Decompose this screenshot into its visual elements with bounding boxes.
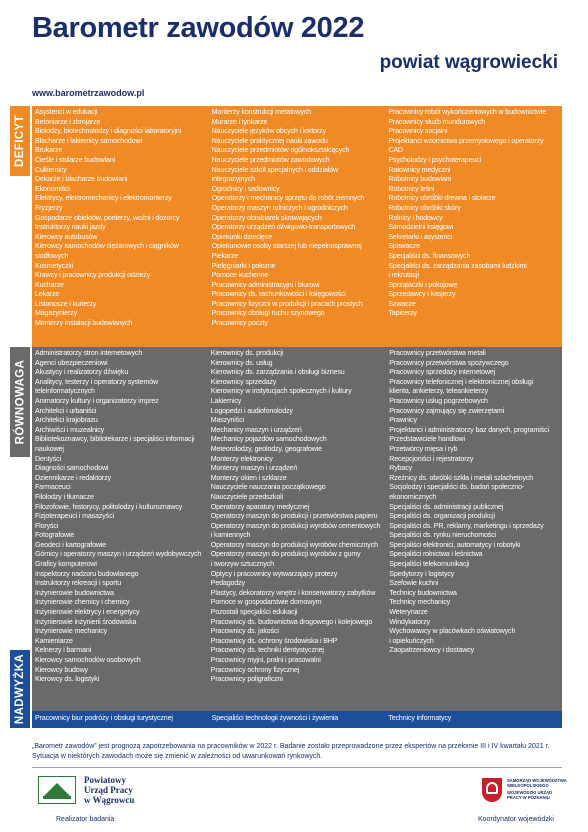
occupation-item: Pracownicy ds. techniki dentystycznej	[210, 646, 324, 655]
occupation-item: Przetwórcy mięsa i ryb	[389, 444, 458, 453]
occupation-item: Pracownicy fizyczni w produkcji i pracach prostych	[211, 299, 363, 308]
rownowaga-tab	[10, 347, 30, 457]
rownowaga-column-3	[386, 347, 562, 711]
rownowaga-section	[32, 347, 562, 711]
occupation-item: Monterzy konstrukcji metalowych	[211, 108, 312, 116]
occupation-item: Kierowcy samochodów osobowych	[35, 656, 141, 664]
koordynator-caption: Koordynator wojewódzki	[478, 816, 554, 823]
wup-logo-line-1: SAMORZĄD WOJEWÓDZTWA WIELKOPOLSKIEGO	[507, 778, 567, 788]
occupation-item: Operatorzy aparatury medycznej	[210, 502, 310, 511]
occupation-item: Optycy i pracownicy wytwarzający protezy	[210, 569, 338, 578]
wup-logo-line-2: WOJEWÓDZKI URZĄD PRACY W POZNANIU	[507, 790, 553, 800]
occupation-item: Pracownicy poczty	[211, 319, 268, 328]
occupation-item: Szefowie kuchni	[389, 579, 439, 588]
occupation-item: Zaopatrzeniowcy i dostawcy	[389, 646, 475, 655]
occupation-item: Specjaliści ds. organizacji produkcji	[389, 512, 495, 521]
occupation-item: Cukiernicy	[35, 165, 67, 174]
occupation-item: Pracownicy służb mundurowych	[388, 117, 486, 126]
occupation-item: Spedytorzy i logistycy	[389, 569, 455, 578]
occupation-item: Nauczyciele przedmiotów ogólnokształcących	[211, 146, 350, 155]
occupation-item: integracyjnych	[211, 175, 255, 184]
occupation-item: Weterynarze	[389, 608, 428, 617]
occupation-item: siodłowych	[35, 251, 69, 260]
occupation-item: Cieśle i stolarze budowlani	[35, 155, 115, 164]
occupation-item: Inżynierowie mechanicy	[35, 627, 108, 636]
occupation-item: Wychowawcy w placówkach oświatowych	[389, 627, 516, 636]
occupation-item: Sekretarki i asystenci	[388, 232, 453, 241]
deficyt-tab	[10, 106, 30, 176]
occupation-item: Architekci i urbaniści	[35, 406, 97, 415]
occupation-item: Fizjoterapeuci i masażyści	[35, 512, 114, 521]
occupation-item: Krawcy i pracownicy produkcji odzieży	[35, 271, 151, 280]
occupation-item: Instruktorzy nauki jazdy	[35, 223, 106, 232]
nadwyzka-column-1	[32, 711, 209, 728]
occupation-item: i kamiennych	[210, 531, 251, 540]
occupation-item: Akustycy i realizatorzy dźwięku	[35, 368, 129, 377]
occupation-item: Specjaliści telekomunikacji	[389, 560, 470, 569]
occupation-item: Pracownicy ds. ochrony środowiska i BHP	[210, 636, 338, 645]
occupation-item: Kosmetyczki	[35, 261, 74, 270]
occupation-item: Technicy budownictwa	[389, 588, 457, 597]
occupation-item: Kierownicy ds. zarządzania i obsługi biznesu	[210, 368, 345, 377]
occupation-item: Kelnerzy i barmani	[35, 646, 92, 655]
occupation-item: Rzeźnicy ds. obróbki szkła i metali szlachetnych	[389, 473, 534, 482]
occupation-item: Recepcjoniści i rejestratorzy	[389, 454, 474, 463]
occupation-item: Technicy informatycy	[388, 714, 452, 722]
occupation-item: Pracownicy socjalni	[388, 127, 448, 136]
deficyt-section	[32, 106, 562, 347]
occupation-item: Tapicerzy	[388, 309, 417, 318]
occupation-item: Kierowcy budowy	[35, 665, 88, 674]
occupation-item: Mechanicy pojazdów samochodowych	[210, 435, 327, 444]
occupation-item: Specjaliści technologii żywności i żywienia	[211, 714, 339, 722]
deficyt-column-3	[385, 106, 562, 347]
occupation-item: Operatorzy maszyn do produkcji wyrobów cementowych	[210, 521, 381, 530]
nadwyzka-tab	[10, 650, 30, 728]
occupation-item: Fotografowie	[35, 531, 75, 540]
occupation-item: Monterzy instalacji budowlanych	[35, 319, 133, 328]
occupation-item: Nauczyciele szkół specjalnych i oddziałów	[211, 165, 338, 174]
occupation-item: Biolodzy, biotechnolodzy i diagności laboratoryjni	[35, 127, 182, 136]
website-link[interactable]: www.barometrzawodow.pl	[32, 88, 145, 98]
rownowaga-column-1	[32, 347, 208, 711]
occupation-item: Murarze i tynkarze	[211, 117, 268, 126]
occupation-item: Mechanicy maszyn i urządzeń	[210, 425, 302, 434]
nadwyzka-label: NADWYŻKA	[14, 653, 26, 725]
occupation-item: Filolodzy i tłumacze	[35, 492, 94, 501]
deficyt-label: DEFICYT	[14, 115, 26, 167]
deficyt-column-2	[209, 106, 386, 347]
occupation-item: Psycholodzy i psychoterapeuci	[388, 155, 481, 164]
occupation-item: Inżynierowie inżynierii środowiska	[35, 617, 137, 626]
occupation-item: Gospodarze obiektów, portierzy, woźni i dozorcy	[35, 213, 180, 222]
occupation-item: Operatorzy maszyn do produkcji i przetwórstwa papieru	[210, 512, 378, 521]
occupation-item: Pracownicy ds. budownictwa drogowego i kolejowego	[210, 617, 373, 626]
occupation-item: Asystenci w edukacji	[35, 108, 98, 116]
occupation-item: Brukarze	[35, 146, 63, 155]
occupation-item: Specjaliści ds. finansowych	[388, 251, 471, 260]
rownowaga-label: RÓWNOWAGA	[14, 359, 27, 445]
occupation-item: Nauczyciele przedszkoli	[210, 492, 283, 501]
occupation-item: CAD	[388, 146, 403, 155]
occupation-item: Przedstawiciele handlowi	[389, 435, 465, 444]
occupation-item: Specjaliści ds. administracji publicznej	[389, 502, 504, 511]
occupation-item: Magazynierzy	[35, 309, 77, 318]
occupation-item: Pracownicy telefonicznej i elektronicznej obsługi	[389, 377, 533, 386]
wup-poznan-logo	[482, 778, 567, 802]
occupation-item: Sprzątaczki i pokojowe	[388, 280, 458, 289]
occupation-item: Nauczyciele praktycznej nauki zawodu	[211, 136, 328, 145]
occupation-item: Elektrycy, elektromechanicy i elektromonterzy	[35, 194, 172, 203]
occupation-item: Pracownicy poligraficzni	[210, 675, 283, 684]
pup-logo-line-2: Urząd Pracy	[84, 785, 133, 795]
occupation-item: Ekonomiści	[35, 184, 70, 193]
occupation-item: Pracownicy usług pogrzebowych	[389, 396, 488, 405]
occupation-item: Listonosze i kurierzy	[35, 299, 97, 308]
occupation-item: Dentyści	[35, 454, 62, 463]
occupation-item: Bibliotekoznawcy, bibliotekarze i specjaliści informacji	[35, 435, 195, 444]
occupation-item: Archiwiści i muzealnicy	[35, 425, 105, 434]
occupation-item: Robotnicy obróbki drewna i stolarze	[388, 194, 496, 203]
occupation-item: Animatorzy kultury i organizatorzy imprez	[35, 396, 159, 405]
occupation-item: Logopedzi i audiofonolodzy	[210, 406, 293, 415]
occupation-item: Monterzy okien i szklarze	[210, 473, 287, 482]
pup-logo-text	[84, 775, 134, 805]
pup-logo-line-3: w Wągrowcu	[84, 795, 135, 805]
occupation-item: Specjaliści ds. zarządzania zasobami ludzkimi	[388, 261, 527, 270]
occupation-item: Instruktorzy rekreacji i sportu	[35, 579, 122, 588]
occupation-item: Pracownicy biur podróży i obsługi turystycznej	[35, 714, 173, 722]
occupation-item: Pozostali specjaliści edukacji	[210, 608, 298, 617]
occupation-item: Piekarze	[211, 251, 239, 260]
occupation-item: Robotnicy budowlani	[388, 175, 451, 184]
wup-logo-text	[507, 778, 567, 800]
occupation-item: Górnicy i operatorzy maszyn i urządzeń wydobywczych	[35, 550, 202, 559]
page-title: Barometr zawodów 2022	[32, 12, 365, 44]
occupation-item: Nauczyciele języków obcych i lektorzy	[211, 127, 326, 136]
pup-wagrowiec-logo	[38, 775, 134, 805]
crest-icon	[482, 778, 502, 802]
occupation-item: i opiekuńczych	[389, 636, 434, 645]
occupation-item: Inżynierowie elektrycy i energetycy	[35, 608, 140, 617]
occupation-item: i tworzyw sztucznych	[210, 560, 274, 569]
occupation-item: i rekrutacji	[388, 271, 419, 280]
occupation-item: Rolnicy i hodowcy	[388, 213, 443, 222]
occupation-item: Operatorzy i mechanicy sprzętu do robót ziemnych	[211, 194, 365, 203]
occupation-item: Pracownicy robót wykończeniowych w budownictwie	[388, 108, 547, 116]
realizator-caption: Realizator badania	[56, 816, 115, 823]
occupation-item: Betoniarze i zbrojarze	[35, 117, 101, 126]
occupation-item: Windykatorzy	[389, 617, 431, 626]
page-subtitle: powiat wągrowiecki	[379, 52, 558, 73]
rownowaga-column-2	[208, 347, 387, 711]
occupation-item: Analitycy, testerzy i operatorzy systemów	[35, 377, 159, 386]
occupation-item: naukowej	[35, 444, 64, 453]
occupation-item: Pracownicy ds. jakości	[210, 627, 279, 636]
occupation-item: Ogrodnicy i sadownicy	[211, 184, 280, 193]
occupation-item: Samodzielni księgowi	[388, 223, 454, 232]
occupation-item: Pracownicy obsługi ruchu szynowego	[211, 309, 325, 318]
occupation-item: Operatorzy obrabiarek skrawających	[211, 213, 322, 222]
occupation-item: Szwacze	[388, 299, 416, 308]
occupation-item: Specjaliści elektronici, automatycy i robotyki	[389, 540, 521, 549]
occupation-item: Kucharze	[35, 280, 64, 289]
occupation-item: Pracownicy ds. rachunkowości i księgowości	[211, 290, 346, 299]
occupation-item: Pracownicy sprzedaży internetowej	[389, 368, 496, 377]
occupation-item: Robotnicy leśni	[388, 184, 435, 193]
occupation-item: Kierowcy autobusów	[35, 232, 98, 241]
occupation-item: Pielęgniarki i położne	[211, 261, 276, 270]
occupation-item: Diagności samochodowi	[35, 464, 109, 473]
occupation-item: Fryzjerzy	[35, 203, 63, 212]
occupation-item: Opiekunki dziecięce	[211, 232, 272, 241]
occupation-item: Ratownicy medyczni	[388, 165, 451, 174]
occupation-item: Pracownicy ochrony fizycznej	[210, 665, 300, 674]
occupation-item: Kierownicy ds. usług	[210, 358, 273, 367]
occupation-item: Monterzy elektronicy	[210, 454, 273, 463]
footnote	[32, 742, 562, 762]
occupation-item: ekonomicznych	[389, 492, 437, 501]
occupation-item: Specjaliści rolnictwa i leśnictwa	[389, 550, 483, 559]
occupation-item: Blacharze i lakiernicy samochodowi	[35, 136, 142, 145]
occupation-item: Farmaceuci	[35, 483, 71, 492]
nadwyzka-section	[32, 711, 562, 728]
occupation-item: Pracownicy administracyjni i biurowi	[211, 280, 320, 289]
occupation-item: Nauczyciele nauczania początkowego	[210, 483, 326, 492]
occupation-item: Specjaliści ds. rynku nieruchomości	[389, 531, 496, 540]
occupation-item: Inżynierowie chemicy i chemicy	[35, 598, 130, 607]
occupation-item: Pomoce w gospodarstwie domowym	[210, 598, 322, 607]
occupation-item: Meteorolodzy, geolodzy, geografowie	[210, 444, 322, 453]
occupation-item: Projektanci i administratorzy baz danych, programiści	[389, 425, 549, 434]
occupation-item: Operatorzy maszyn do produkcji wyrobów chemicznych	[210, 540, 378, 549]
occupation-item: Maszyniści	[210, 416, 244, 425]
occupation-item: Kierownicy sprzedaży	[210, 377, 277, 386]
occupation-item: Robotnicy obróbki skóry	[388, 203, 461, 212]
occupation-item: Dziennikarze i redaktorzy	[35, 473, 111, 482]
occupation-item: Agenci ubezpieczeniowi	[35, 358, 108, 367]
occupation-item: Pracownicy myjni, pralni i prasowalni	[210, 656, 321, 664]
occupation-item: Prawnicy	[389, 416, 417, 425]
deficyt-column-1	[32, 106, 209, 347]
occupation-item: Pracownicy przetwórstwa spożywczego	[389, 358, 509, 367]
pup-logo-icon	[38, 776, 76, 804]
occupation-item: Pracownicy przetwórstwa metali	[389, 349, 486, 357]
occupation-item: Technicy mechanicy	[389, 598, 451, 607]
occupation-item: Operatorzy urządzeń dźwigowo-transportowych	[211, 223, 356, 232]
occupation-item: Plastycy, dekoratorzy wnętrz i konserwatorzy zabytków	[210, 588, 376, 597]
occupation-item: Pedagodzy	[210, 579, 245, 588]
occupation-item: Spawacze	[388, 242, 420, 251]
occupation-item: Opiekunowie osoby starszej lub niepełnosprawnej	[211, 242, 362, 251]
occupation-item: Lekarze	[35, 290, 60, 299]
occupation-item: Projektanci wzornictwa przemysłowego i operatorzy	[388, 136, 544, 145]
occupation-item: Floryści	[35, 521, 59, 530]
occupation-item: Graficy komputerowi	[35, 560, 97, 569]
occupation-item: Kierowcy ds. logistyki	[35, 675, 100, 684]
pup-logo-line-1: Powiatowy	[84, 775, 126, 785]
occupation-item: Socjolodzy i specjaliści ds. badań społeczno-	[389, 483, 525, 492]
occupation-item: Lakiernicy	[210, 396, 242, 405]
occupation-item: Monterzy maszyn i urządzeń	[210, 464, 298, 473]
occupation-item: Sprzedawcy i kasjerzy	[388, 290, 456, 299]
occupation-item: klienta, ankieterzy, teleankieterzy	[389, 387, 488, 396]
occupation-item: Specjaliści ds. PR, reklamy, marketingu i sprzedaży	[389, 521, 544, 530]
occupation-item: Pomoce kuchenne	[211, 271, 269, 280]
footnote-line-1: „Barometr zawodów” jest prognozą zapotrzebowania na pracowników w 2022 r. Badanie zostało przeprowadzone przez ekspertów na przełomie III i IV kwartału 2021 r.	[32, 743, 550, 750]
occupation-item: teleinformatycznych	[35, 387, 95, 396]
occupation-item: Architekci krajobrazu	[35, 416, 98, 425]
occupation-item: Pracownicy zajmujący się zwierzętami	[389, 406, 505, 415]
occupation-item: Kierowcy samochodów ciężarowych i ciągników	[35, 242, 179, 251]
occupation-item: Nauczyciele przedmiotów zawodowych	[211, 155, 330, 164]
occupation-item: Geodeci i kartografowie	[35, 540, 107, 549]
occupation-item: Filozofowie, historycy, politolodzy i kulturoznawcy	[35, 502, 183, 511]
occupation-item: Operatorzy maszyn rolniczych i ogrodniczych	[211, 203, 348, 212]
occupation-item: Operatorzy maszyn do produkcji wyrobów z gumy	[210, 550, 361, 559]
occupation-item: Kamieniarze	[35, 636, 73, 645]
occupation-item: Dekarze i blacharze budowlani	[35, 175, 128, 184]
occupation-item: Inspektorzy nadzoru budowlanego	[35, 569, 139, 578]
footer-divider	[32, 767, 562, 768]
nadwyzka-column-3	[385, 711, 562, 728]
nadwyzka-column-2	[209, 711, 386, 728]
occupation-item: Administratorzy stron internetowych	[35, 349, 143, 357]
occupation-item: Kierownicy ds. produkcji	[210, 349, 284, 357]
footnote-line-2: Sytuacja w niektórych zawodach może się zmienić w zależności od uwarunkowań rynkowych.	[32, 753, 323, 760]
occupation-item: Rybacy	[389, 464, 413, 473]
occupation-item: Inżynierowie budownictwa	[35, 588, 114, 597]
occupation-item: Kierownicy w instytucjach społecznych i kultury	[210, 387, 352, 396]
